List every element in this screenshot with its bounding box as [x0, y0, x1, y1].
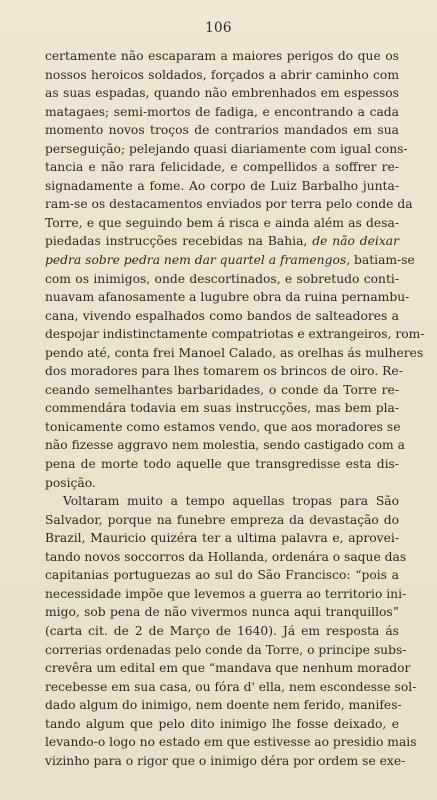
text-line: tando novos soccorros da Hollanda, ordenára o saque das — [45, 549, 407, 564]
text-line: não fizesse aggravo nem molestia, sendo castigado com a — [45, 438, 405, 453]
text-line: nuavam afanosamente a lugubre obra da ruina pernambu- — [45, 290, 410, 305]
text-line: ceando semelhantes barbaridades, o conde da Torre re- — [45, 382, 399, 397]
text-line: levando-o logo no estado em que estivesse ao presidio mais — [45, 735, 417, 750]
text-line: Voltaram muito a tempo aquellas tropas para São — [63, 494, 399, 509]
italic-quote: de não deixar — [312, 234, 399, 249]
text-line: Salvador, porque na funebre empreza da devastação do — [45, 512, 399, 527]
text-line: dos moradores para lhes tomarem os brincos de oiro. Re- — [45, 364, 403, 379]
text-line: signadamente a fome. Ao corpo de Luiz Barbalho junta- — [45, 178, 399, 193]
text-line: migo, sob pena de não vivermos nunca aqui tranquillos” — [45, 605, 399, 620]
text-line: despojar indistinctamente compatriotas e extrangeiros, rom- — [45, 327, 425, 342]
text-line: nossos heroicos soldados, forçados a abrir caminho com — [45, 67, 399, 82]
text-line: tonicamente como estamos vendo, que aos moradores se — [45, 419, 401, 434]
text-segment: , batiam-se — [346, 253, 415, 268]
text-line: perseguição; pelejando quasi diariamente com igual cons- — [45, 141, 408, 156]
text-line: posição. — [45, 475, 96, 490]
text-line: correrias ordenadas pelo conde da Torre, o principe subs- — [45, 642, 407, 657]
text-line: Brazil, Mauricio quizéra ter a ultima palavra e, aprovei- — [45, 531, 399, 546]
text-line: cana, vivendo espalhados como bandos de salteadores a — [45, 308, 399, 323]
text-line: matagaes; semi-mortos de fadiga, e encontrando a cada — [45, 104, 399, 119]
text-line: com os inimigos, onde descortinados, e sobretudo conti- — [45, 271, 399, 286]
text-line: vizinho para o rigor que o inimigo déra por ordem se exe- — [45, 753, 406, 768]
body-text — [45, 47, 425, 770]
text-line: pena de morte todo aquelle que transgredisse esta dis- — [45, 457, 399, 472]
text-line: tancia e não rara felicidade, e compellidos a soffrer re- — [45, 160, 399, 175]
text-line: dado algum do inimigo, nem doente nem ferido, manifes- — [45, 698, 402, 713]
text-line: pendo até, conta frei Manoel Calado, as orelhas ás mulheres — [45, 345, 424, 360]
text-line: ram-se os destacamentos enviados por terra pelo conde da — [45, 197, 413, 212]
text-line: necessidade impõe que levemos a guerra ao territorio ini- — [45, 586, 407, 601]
text-line: certamente não escaparam a maiores perigos do que os — [45, 49, 399, 63]
text-line-with-italic — [45, 251, 415, 270]
page-number: 106 — [205, 20, 232, 36]
text-line: as suas espadas, quando não embrenhados em espessos — [45, 86, 399, 101]
text-line: momento novos troços de contrarios mandados em sua — [45, 123, 399, 138]
text-line: crevêra um edital em que “mandava que nenhum morador — [45, 661, 411, 676]
text-line: tando algum que pelo dito inimigo lhe fosse deixado, e — [45, 716, 399, 731]
text-line: capitanias portuguezas ao sul do São Francisco: “pois a — [45, 568, 399, 583]
text-line: (carta cit. de 2 de Março de 1640). Já em resposta ás — [45, 623, 399, 638]
text-line-with-italic — [45, 232, 399, 251]
text-line: recebesse em sua casa, ou fóra d' ella, nem escondesse sol- — [45, 679, 417, 694]
italic-quote: pedra sobre pedra nem dar quartel a framengos — [45, 253, 347, 268]
text-line: Torre, e que seguindo bem á risca e ainda além as desa- — [45, 215, 399, 230]
text-line: commendára todavia em suas instrucções, mas bem pla- — [45, 401, 399, 416]
text-segment: piedadas instrucções recebidas na Bahia, — [45, 234, 313, 249]
